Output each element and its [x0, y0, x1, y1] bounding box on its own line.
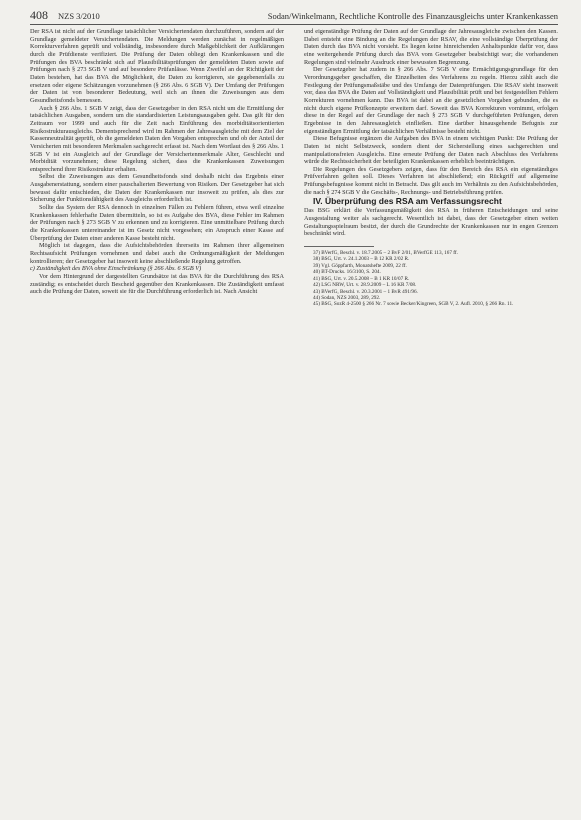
section-heading: IV. Überprüfung des RSA am Verfassungsrecht: [313, 196, 502, 207]
paragraph: Das BSG erklärt die Verfassungsmäßigkeit des RSA in früheren Entscheidungen und seine Ausgestaltung weiter als sachgerecht. Wesentlich ist dabei, dass der Gesetzgeber einen weiten Gestaltungsspielraum besitzt, der durch die Grundrechte der Krankenkassen nur in engen Grenzen beschränkt wird.: [304, 207, 558, 238]
right-column: [304, 28, 558, 814]
paragraph: Diese Befugnisse ergänzen die Aufgaben des BVA in einem wichtigen Punkt: Die Prüfung der Daten ist nicht Selbstzweck, sondern dient der Sicherstellung eines sachgerechten und manipulationsfreien Ausgleichs. Eine erneute Prüfung der Daten nach Abschluss des Verfahrens würde die Rechtssicherheit der beteiligten Krankenkassen erheblich beeinträchtigen.: [304, 135, 558, 166]
page-number: 408: [30, 8, 48, 22]
footnote: 39) Vgl. Göppfarth, Monatshefte 2009, 22 ff.: [313, 262, 407, 269]
paragraph: Auch § 266 Abs. 1 SGB V zeigt, dass der Gesetzgeber in den RSA nicht um die Ermittlung der tatsächlichen Ausgaben, sondern um die standardisierten Leistungsausgaben geht. Das gilt für den Zeitraum vor 1999 und auch für die Zeit nach Einführung des morbiditätsorientierten Risikostrukturausgleichs. Dementsprechend wird im Rahmen der Jahresausgleiche mit dem Ziel der Kassenneutralität geprüft, ob die gemeldeten Daten den Vorgaben entsprechen und ob der Anteil der Versicherten mit besonderen Merkmalen sachgerecht erfasst ist. Nach dem Wortlaut des § 266 Abs. 1 SGB V ist ein Ausgleich auf der Grundlage der Versichertenmerkmale Alter, Geschlecht und Morbidität vorzunehmen; diese Regelung sichert, dass die Krankenkassen Zuweisungen entsprechend ihrer Risikostruktur erhalten.: [30, 104, 284, 173]
footnote-divider: [304, 246, 374, 247]
paragraph: Der Gesetzgeber hat zudem in § 266 Abs. 7 SGB V eine Ermächtigungsgrundlage für den Verordnungsgeber geschaffen, die Einzelheiten des Verfahrens zu regeln. Hierzu zählt auch die Festlegung der Prüfungsmaßstäbe und des Umfangs der Datenprüfungen. Die RSAV sieht insoweit vor, dass das BVA die Daten auf Vollständigkeit und Plausibilität prüft und bei festgestellten Fehlern Korrekturen vornehmen kann. Das BVA ist dabei an die gesetzlichen Vorgaben gebunden, die es nicht durch eigene Prüfkonzepte erweitern darf. Soweit das BVA Korrekturen vornimmt, erfolgen diese in der Regel auf der Grundlage der nach § 273 SGB V durchgeführten Prüfungen, deren Ergebnisse in den Jahresausgleich einfließen. Eine darüber hinausgehende Befugnis zur eigenständigen Ermittlung der tatsächlichen Verhältnisse besteht nicht.: [304, 66, 558, 135]
footnote: 41) BSG, Urt. v. 20.5.2008 – B 1 KR 10/07 R.: [313, 275, 410, 282]
paragraph: Selbst die Zuweisungen aus dem Gesundheitsfonds sind deshalb nicht das Ergebnis einer Ausgabenerstattung, sondern einer pauschalierten Bewertung von Risiken. Der Gesetzgeber hat sich bewusst dafür entschieden, die Daten der Krankenkassen nur insoweit zu prüfen, als dies zur Sicherung der Funktionsfähigkeit des Ausgleichs erforderlich ist.: [30, 173, 284, 204]
footnote: 38) BSG, Urt. v. 24.1.2003 – B 12 KR 2/02 R.: [313, 256, 410, 263]
footnote: 40) BT-Drucks. 16/3100, S. 204.: [313, 269, 381, 276]
running-title: Sodan/Winkelmann, Rechtliche Kontrolle des Finanzausgleichs unter Krankenkassen: [267, 11, 558, 21]
footnote: 42) LSG NRW, Urt. v. 28.9.2009 – L 16 KR 7/08.: [313, 282, 417, 289]
section-subheading: c) Zuständigkeit des BVA ohne Einschränkung (§ 266 Abs. 6 SGB V): [30, 265, 202, 273]
footnote: 44) Sodan, NZS 2003, 289, 292.: [313, 294, 381, 301]
paragraph: und eigenständige Prüfung der Daten auf der Grundlage der Jahresausgleiche zwischen den Kassen. Dabei entsteht eine Bindung an die Regelungen der RSAV, die eine vollständige Überprüfung der Daten durch das BVA nicht vorsieht. Es liegen keine hinreichenden Anhaltspunkte dafür vor, dass eine weitergehende Prüfung durch das BVA vom Gesetzgeber beabsichtigt war; die vorhandenen Regelungen sind vielmehr Ausdruck einer bewussten Begrenzung.: [304, 28, 558, 66]
footnote: 43) BVerfG, Beschl. v. 20.3.2001 – 1 BvR 491/96.: [313, 288, 418, 295]
paragraph: Die Regelungen des Gesetzgebers zeigen, dass für den Bereich des RSA ein eigenständiges Prüfverfahren gelten soll. Dieses Verfahren ist abschließend; ein Rückgriff auf allgemeine Prüfungsbefugnisse kommt nicht in Betracht. Das gilt auch im Verhältnis zu den Aufsichtsbehörden, die nach § 274 SGB V die Geschäfts-, Rechnungs- und Betriebsführung prüfen.: [304, 165, 558, 196]
paragraph: Vor dem Hintergrund der dargestellten Grundsätze ist das BVA für die Durchführung des RSA zuständig; es entscheidet durch Bescheid gegenüber den Krankenkassen. Die Zuständigkeit umfasst auch die Prüfung der Daten, soweit sie für die Durchführung erforderlich ist. Nach Ansicht: [30, 273, 284, 296]
footnote: 45) BSG, SozR 4-2500 § 266 Nr. 7 sowie Becker/Kingreen, SGB V, 2. Aufl. 2010, § 266 Rn. 11.: [313, 301, 514, 308]
footnote: 37) BVerfG, Beschl. v. 18.7.2005 – 2 BvF 2/01, BVerfGE 113, 167 ff.: [313, 250, 458, 257]
paragraph: Sollte das System der RSA dennoch in einzelnen Fällen zu Fehlern führen, etwa weil einzelne Krankenkassen fehlerhafte Daten übermitteln, so ist es Aufgabe des BVA, diese Fehler im Rahmen der Prüfungen nach § 273 SGB V zu erkennen und zu korrigieren. Eine unmittelbare Prüfung durch die Krankenkassen untereinander ist im Gesetz nicht vorgesehen; ein Anspruch einer Kasse auf Überprüfung der Daten einer anderen Kasse besteht nicht.: [30, 204, 284, 242]
journal-reference: NZS 3/2010: [58, 11, 100, 21]
paragraph: Möglich ist dagegen, dass die Aufsichtsbehörden ihrerseits im Rahmen ihrer allgemeinen Rechtsaufsicht Prüfungen vornehmen und dabei auch die Ordnungsmäßigkeit der Meldungen kontrollieren; der Gesetzgeber hat insoweit keine abschließende Regelung getroffen.: [30, 242, 284, 265]
paragraph: Der RSA ist nicht auf der Grundlage tatsächlicher Versichertendaten durchzuführen, sondern auf der Grundlage gemeldeter Versichertendaten. Die Meldungen werden zunächst in regelmäßigen Korrekturverfahren geprüft und vollständig, insbesondere durch Maßgeblichkeit der Aufklärungen durch die Prüfdienste verifiziert. Die Prüfung der Daten obliegt den Krankenkassen und die Prüfungen des BVA beschränkt sich auf Plausibilitätsprüfungen der gemeldeten Daten sowie auf Prüfungen nach § 273 SGB V und auf besondere Prüfanlässe. Wenn Zweifel an der Richtigkeit der Daten bestehen, hat das BVA die Möglichkeit, die Daten zu korrigieren, sie gegebenenfalls zu ersetzen oder eigene Schätzungen vorzunehmen (§ 266 Abs. 6 SGB V). Der Umfang der Prüfungen der Daten ist von besonderer Bedeutung, weil sich an ihnen die Zuweisungen aus dem Gesundheitsfonds bemessen.: [30, 28, 284, 104]
page-header: [30, 8, 558, 25]
left-column: [30, 28, 284, 814]
